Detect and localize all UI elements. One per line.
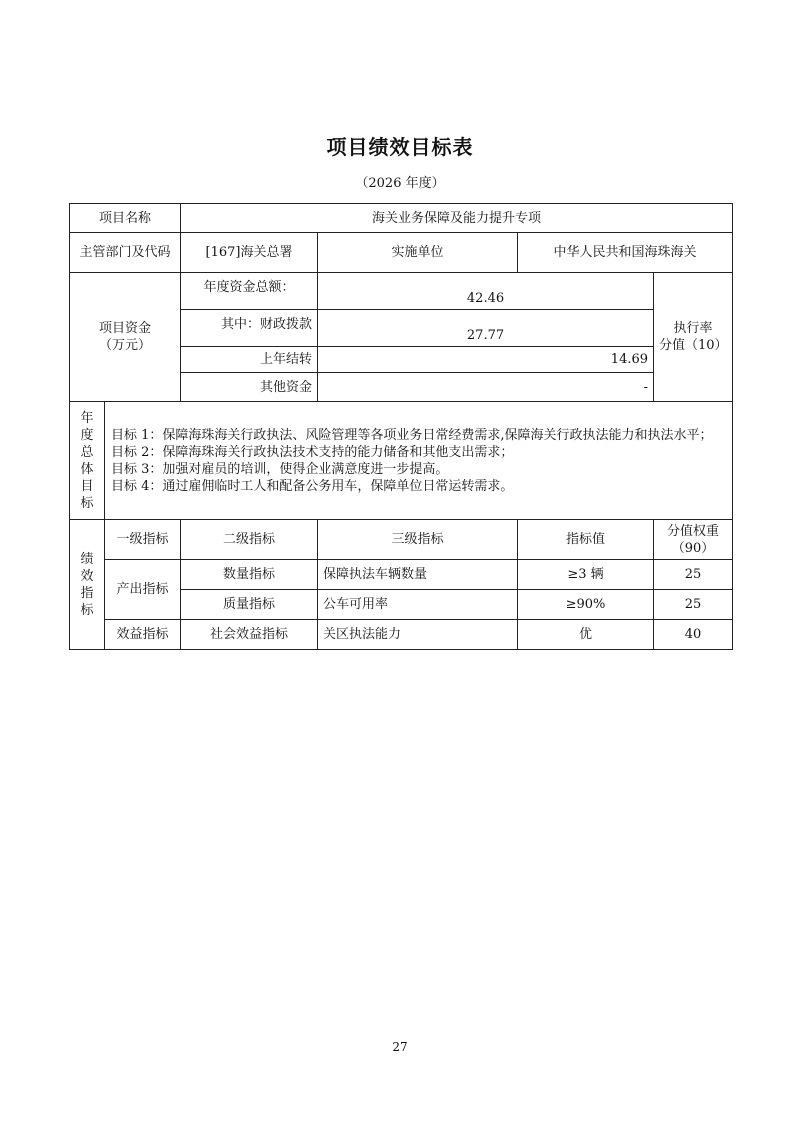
level2-cell: 数量指标 (181, 560, 318, 590)
header-level3: 三级指标 (318, 520, 518, 560)
header-weight-line2: （90） (671, 540, 715, 556)
funds-label-line1: 项目资金 (99, 321, 152, 336)
annual-goals-label-char: 标 (80, 495, 94, 511)
execution-rate-score: 分值（10） (659, 338, 728, 353)
weight-cell: 25 (654, 590, 733, 620)
annual-goals-row (70, 402, 733, 520)
last-year-label: 上年结转 (181, 347, 318, 373)
annual-goals-label-char: 目 (80, 478, 94, 494)
page-title: 项目绩效目标表 (326, 135, 474, 159)
annual-goals-label-char: 总 (80, 444, 94, 460)
department-value: [167]海关总署 (181, 233, 318, 273)
table-row (70, 620, 733, 650)
goal-item: 目标 3：加强对雇员的培训，使得企业满意度进一步提高。 (111, 461, 449, 477)
funds-label (70, 273, 181, 402)
funds-total-row (70, 273, 733, 310)
indicators-label-char: 标 (80, 602, 94, 618)
goal-item: 目标 1：保障海珠海关行政执法、风险管理等各项业务日常经费需求,保障海关行政执法能力和执法水平； (111, 427, 713, 443)
goal-item: 目标 2：保障海珠海关行政执法技术支持的能力储备和其他支出需求； (111, 444, 514, 460)
year-subtitle: （2026 年度） (355, 176, 445, 191)
page-number: 27 (392, 1040, 408, 1054)
goal-item: 目标 4：通过雇佣临时工人和配备公务用车，保障单位日常运转需求。 (111, 478, 514, 494)
level3-cell: 关区执法能力 (318, 620, 518, 650)
annual-goals-label-char: 体 (80, 461, 94, 477)
fiscal-funds-value: 27.77 (318, 310, 654, 347)
annual-goals-label-char: 年 (80, 410, 94, 426)
department-row (70, 233, 733, 273)
indicators-label-char: 绩 (80, 551, 94, 567)
project-name-value: 海关业务保障及能力提升专项 (181, 204, 733, 233)
benefit-indicator-label: 效益指标 (105, 620, 181, 650)
indicator-value-cell: 优 (518, 620, 654, 650)
implementing-unit-value: 中华人民共和国海珠海关 (518, 233, 733, 273)
performance-target-table (69, 203, 733, 650)
indicators-label-char: 指 (80, 585, 94, 601)
output-indicator-label: 产出指标 (105, 560, 181, 620)
funds-label-line2: （万元） (99, 338, 152, 353)
indicator-value-cell: ≥3 辆 (518, 560, 654, 590)
header-weight (654, 520, 733, 560)
indicators-label (70, 520, 105, 650)
total-funds-label: 年度资金总额： (181, 273, 318, 310)
level3-cell: 公车可用率 (318, 590, 518, 620)
level2-cell: 质量指标 (181, 590, 318, 620)
header-value: 指标值 (518, 520, 654, 560)
annual-goals-label (70, 402, 105, 520)
indicator-header-row (70, 520, 733, 560)
annual-goals-content (105, 402, 733, 520)
header-weight-line1: 分值权重 (667, 523, 720, 539)
other-funds-label: 其他资金 (181, 373, 318, 402)
header-level1: 一级指标 (105, 520, 181, 560)
execution-rate-cell (654, 273, 733, 402)
other-funds-value: - (318, 373, 654, 402)
weight-cell: 25 (654, 560, 733, 590)
execution-rate-label: 执行率 (673, 321, 713, 336)
department-label: 主管部门及代码 (70, 233, 181, 273)
header-level2: 二级指标 (181, 520, 318, 560)
table-row (70, 560, 733, 590)
project-name-row (70, 204, 733, 233)
project-name-label: 项目名称 (70, 204, 181, 233)
level2-cell: 社会效益指标 (181, 620, 318, 650)
indicator-value-cell: ≥90% (518, 590, 654, 620)
last-year-value: 14.69 (318, 347, 654, 373)
implementing-unit-label: 实施单位 (318, 233, 518, 273)
fiscal-funds-label: 其中：财政拨款 (181, 310, 318, 347)
total-funds-value: 42.46 (318, 273, 654, 310)
level3-cell: 保障执法车辆数量 (318, 560, 518, 590)
indicators-label-char: 效 (80, 568, 94, 584)
weight-cell: 40 (654, 620, 733, 650)
annual-goals-label-char: 度 (80, 427, 94, 443)
